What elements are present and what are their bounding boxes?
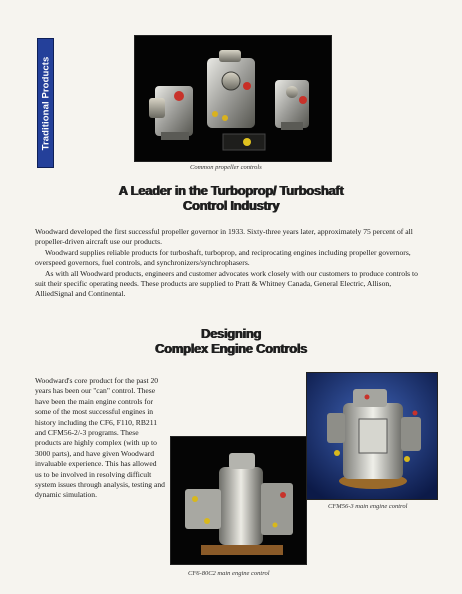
cf6-control-photo: [170, 436, 307, 565]
cfm56-control-caption: CFM56-3 main engine control: [328, 503, 408, 510]
cf6-control-caption: CF6-80C2 main engine control: [188, 570, 270, 577]
side-tab-label: Traditional Products: [40, 56, 52, 150]
section1-heading-line2: Control Industry: [182, 198, 280, 213]
section2-heading-line2: Complex Engine Controls: [154, 341, 307, 356]
propeller-controls-photo: [134, 35, 332, 162]
cfm56-control-photo: [306, 372, 438, 500]
section1-body: [35, 227, 430, 300]
section1-heading: [0, 183, 462, 213]
section1-paragraph-3: As with all Woodward products, engineers and customer advocates work closely with our customers to produce controls to suit their specific operating needs. These products are supplied to Pratt & Whitney Canada, General Electric, Allison, AlliedSignal and Continental.: [35, 268, 418, 299]
section2-heading-line1: Designing: [200, 326, 262, 341]
section2-heading: [0, 326, 462, 356]
section-side-tab: [37, 38, 54, 168]
section1-paragraph-2: Woodward supplies reliable products for turboshaft, turboprop, and reciprocating engines including propeller governors, overspeed governors, fuel controls, and synchronizers/synchrophasers.: [35, 247, 411, 268]
section1-heading-line1: A Leader in the Turboprop/ Turboshaft: [118, 183, 344, 198]
cfm56-control-illustration: [307, 373, 437, 499]
section2-paragraph: Woodward's core product for the past 20 years has been our "can" control. These have been the main engine controls for some of the most successful engines in history including the CF6, F110, RB211 and CFM56-2/-3 programs. These products are highly complex (with up to 3000 parts), and have given Woodward invaluable experience. This has allowed us to be involved in resolving difficult system issues through analysis, testing and dynamic simulation.: [35, 376, 165, 500]
propeller-controls-illustration: [135, 36, 331, 161]
section1-paragraph-1: Woodward developed the first successful propeller governor in 1933. Sixty-three years later, approximately 75 percent of all propeller-driven aircraft use our products.: [35, 227, 413, 247]
propeller-controls-caption: Common propeller controls: [190, 164, 262, 171]
section2-body: [35, 376, 165, 501]
cf6-control-illustration: [171, 437, 306, 564]
